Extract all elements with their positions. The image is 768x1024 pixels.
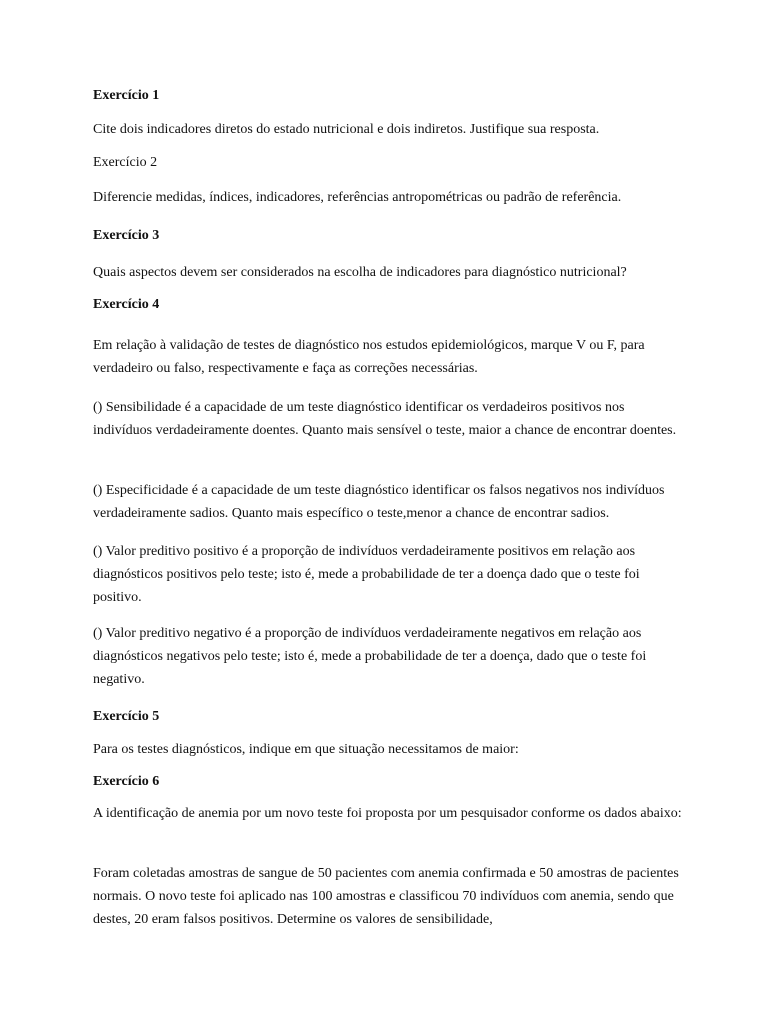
exercise-4-item-vpn: () Valor preditivo negativo é a proporção de indivíduos verdadeiramente negativos em relação aos diagnósticos negativos pelo teste; isto é, mede a probabilidade de ter a doença, dado que o teste foi negativo. [93, 626, 647, 687]
exercise-1-heading: Exercício 1 [93, 88, 160, 103]
exercise-2-heading: Exercício 2 [93, 155, 158, 170]
exercise-5-heading: Exercício 5 [93, 709, 160, 724]
exercise-5-question: Para os testes diagnósticos, indique em que situação necessitamos de maior: [93, 742, 519, 757]
exercise-6-heading: Exercício 6 [93, 774, 160, 789]
exercise-6-intro: A identificação de anemia por um novo teste foi proposta por um pesquisador conforme os dados abaixo: [93, 806, 682, 821]
exercise-1-question: Cite dois indicadores diretos do estado nutricional e dois indiretos. Justifique sua resposta. [93, 122, 600, 137]
exercise-4-item-especificidade: () Especificidade é a capacidade de um teste diagnóstico identificar os falsos negativos nos indivíduos verdadeiramente sadios. Quanto mais específico o teste,menor a chance de encontrar sadios. [93, 483, 665, 521]
exercise-3-question: Quais aspectos devem ser considerados na escolha de indicadores para diagnóstico nutricional? [93, 265, 627, 280]
exercise-4-intro: Em relação à validação de testes de diagnóstico nos estudos epidemiológicos, marque V ou F, para verdadeiro ou falso, respectivamente e faça as correções necessárias. [93, 338, 645, 376]
exercise-4-item-sensibilidade: () Sensibilidade é a capacidade de um teste diagnóstico identificar os verdadeiros positivos nos indivíduos verdadeiramente doentes. Quanto mais sensível o teste, maior a chance de encontrar doentes. [93, 400, 677, 438]
exercise-3-heading: Exercício 3 [93, 228, 160, 243]
exercise-4-heading: Exercício 4 [93, 297, 160, 312]
exercise-2-question: Diferencie medidas, índices, indicadores, referências antropométricas ou padrão de referência. [93, 190, 622, 205]
exercise-4-item-vpp: () Valor preditivo positivo é a proporção de indivíduos verdadeiramente positivos em relação aos diagnósticos positivos pelo teste; isto é, mede a probabilidade de ter a doença dado que o teste foi positivo. [93, 544, 640, 605]
exercise-6-question: Foram coletadas amostras de sangue de 50 pacientes com anemia confirmada e 50 amostras de pacientes normais. O novo teste foi aplicado nas 100 amostras e classificou 70 indivíduos com anemia, sendo que destes, 20 eram falsos positivos. Determine os valores de sensibilidade, [93, 866, 679, 927]
